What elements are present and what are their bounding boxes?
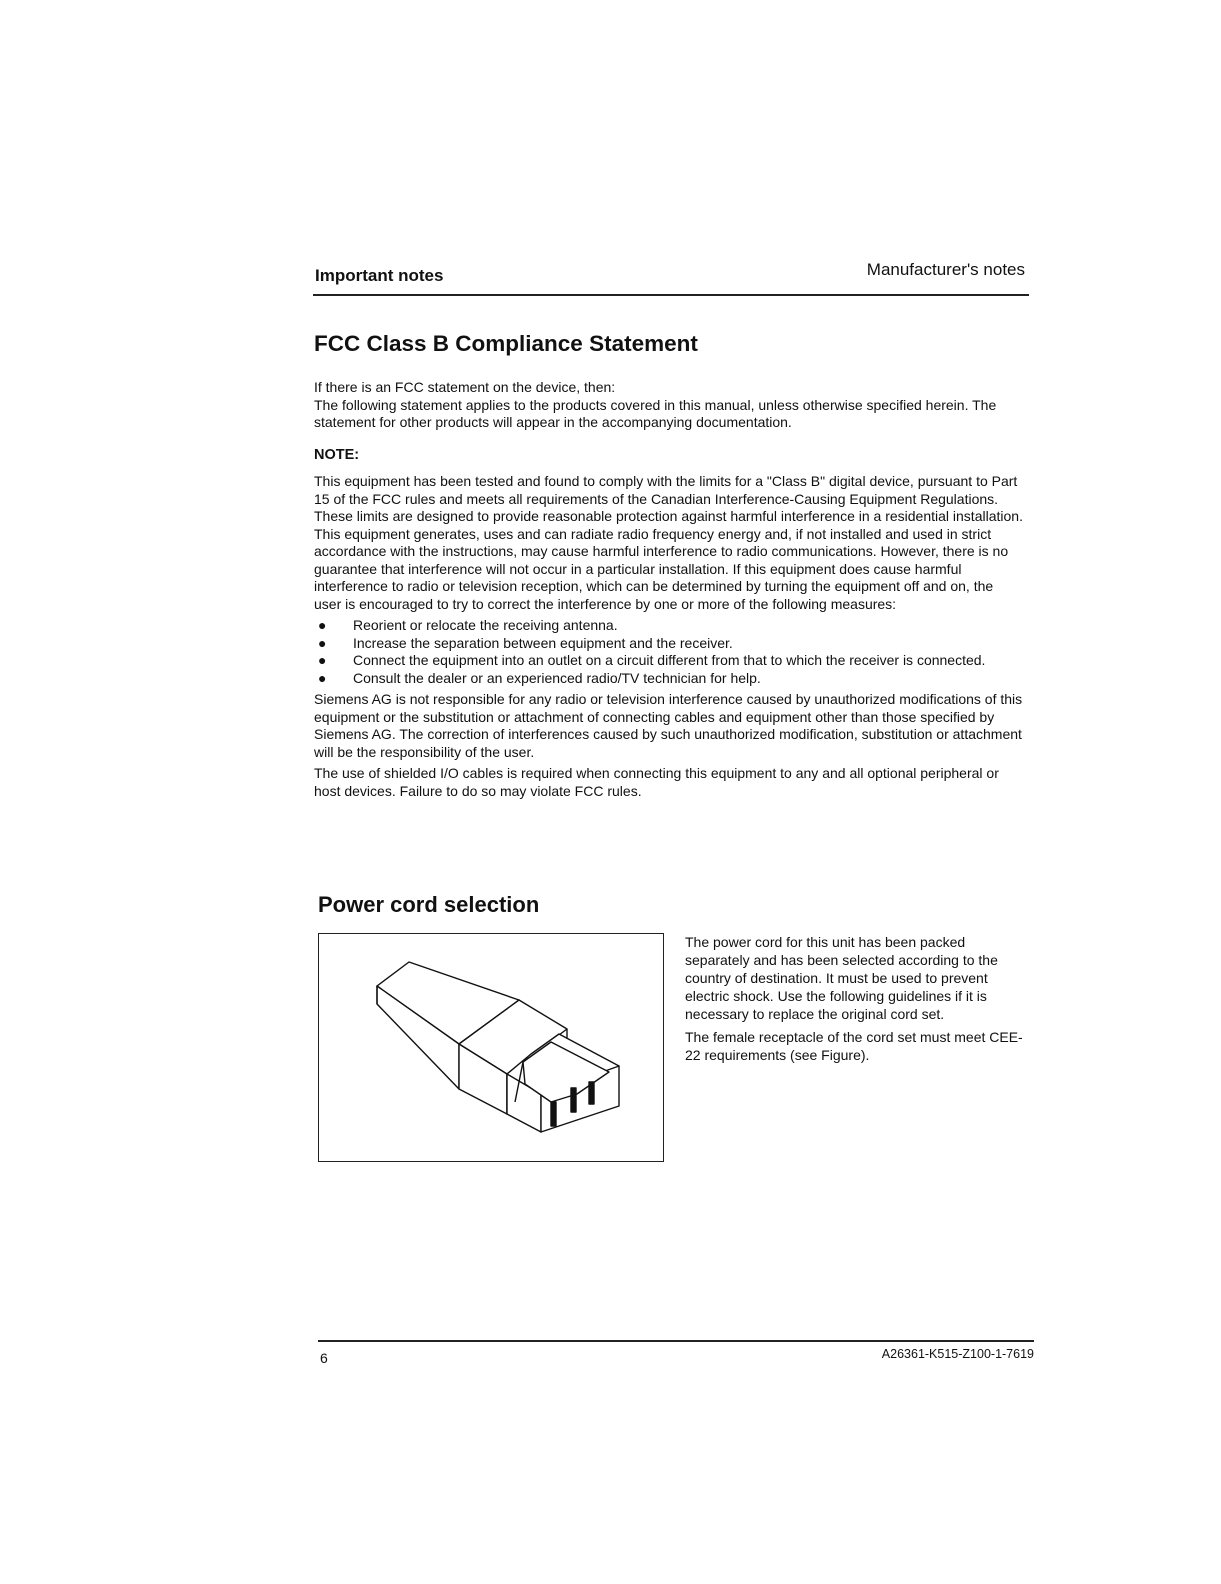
- power-cord-paragraph-2: The female receptacle of the cord set must meet CEE-22 requirements (see Figure).: [685, 1029, 1023, 1063]
- header-chapter-title: Manufacturer's notes: [866, 260, 1025, 279]
- fcc-intro-line1: If there is an FCC statement on the device, then:: [314, 379, 616, 395]
- note-body: This equipment has been tested and found to comply with the limits for a "Class B" digital device, pursuant to Part 15 of the FCC rules and meets all requirements of the Canadian Interference-Causing Equipment Regulations. These limits are designed to provide reasonable protection against harmful interference in a residential installation. This equipment generates, uses and can radiate radio frequency energy and, if not installed and used in strict accordance with the instructions, may cause harmful interference to radio communications. However, there is no guarantee that interference will not occur in a particular installation. If this equipment does cause harmful interference to radio or television reception, which can be determined by turning the equipment off and on, the user is encouraged to try to correct the interference by one or more of the following measures:: [314, 473, 1023, 612]
- fcc-title: FCC Class B Compliance Statement: [314, 331, 698, 356]
- power-cord-paragraph-1: The power cord for this unit has been packed separately and has been selected according to the country of destination. It must be used to prevent electric shock. Use the following guidelines if it is necessary to replace the original cord set.: [685, 934, 998, 1022]
- power-cord-figure: [318, 933, 664, 1162]
- measures-list: [314, 617, 1024, 687]
- measure-text: Connect the equipment into an outlet on a circuit different from that to which the receiver is connected.: [353, 652, 986, 668]
- measure-text: Consult the dealer or an experienced radio/TV technician for help.: [353, 669, 761, 686]
- fcc-intro: [314, 379, 1024, 432]
- bullet-icon: ●: [318, 617, 327, 633]
- power-cord-description: [685, 933, 1030, 1069]
- list-item: [314, 652, 1024, 670]
- fcc-intro-line2: The following statement applies to the products covered in this manual, unless otherwise specified herein. The statement for other products will appear in the accompanying documentation.: [314, 396, 997, 430]
- bullet-icon: ●: [318, 669, 327, 686]
- siemens-paragraph: Siemens AG is not responsible for any radio or television interference caused by unauthorized modifications of this equipment or the substitution or attachment of connecting cables and equipment other than those specified by Siemens AG. The correction of interferences caused by such unauthorized modification, substitution or attachment will be the responsibility of the user.: [314, 691, 1023, 760]
- list-item: [314, 617, 1024, 635]
- header-section-title: Important notes: [315, 266, 444, 285]
- bullet-icon: ●: [318, 652, 327, 668]
- shielded-cables-paragraph: The use of shielded I/O cables is required when connecting this equipment to any and all optional peripheral or host devices. Failure to do so may violate FCC rules.: [314, 765, 999, 799]
- fcc-section: [314, 330, 1024, 804]
- measure-text: Increase the separation between equipment and the receiver.: [353, 634, 733, 651]
- power-cord-connector-icon: [319, 934, 663, 1161]
- page-header: [313, 258, 1029, 296]
- list-item: [314, 635, 1024, 653]
- page-number: 6: [320, 1350, 328, 1366]
- bullet-icon: ●: [318, 634, 327, 651]
- list-item: [314, 670, 1024, 688]
- page-footer: [318, 1340, 1034, 1370]
- power-cord-title: Power cord selection: [318, 892, 540, 917]
- measure-text: Reorient or relocate the receiving antenna.: [353, 617, 618, 633]
- note-label: NOTE:: [314, 446, 360, 463]
- document-id: A26361-K515-Z100-1-7619: [881, 1347, 1034, 1361]
